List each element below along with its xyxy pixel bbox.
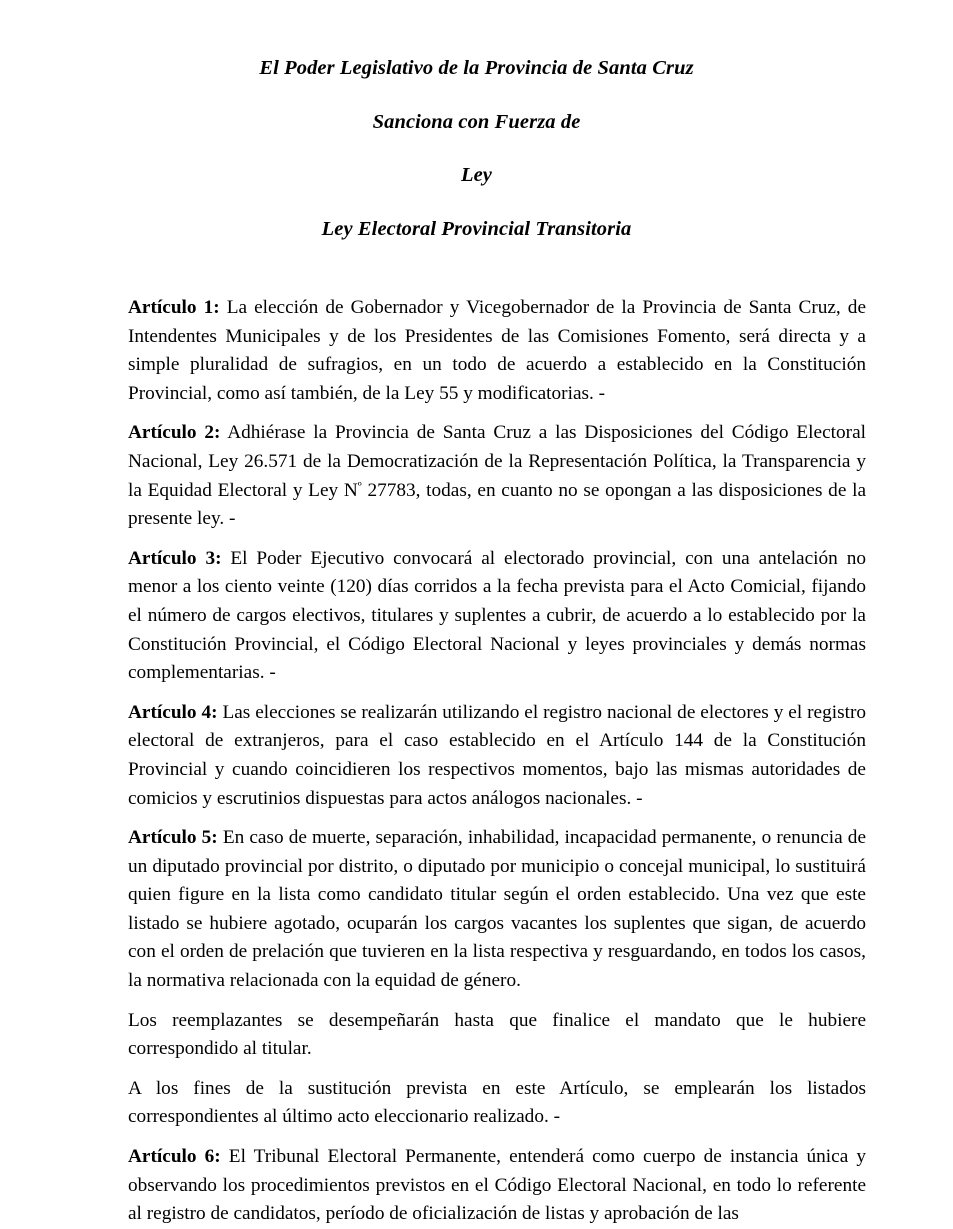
article-body-6: El Tribunal Electoral Permanente, entenderá como cuerpo de instancia única y observando los procedimientos previstos en el Código Electoral Nacional, en todo lo referente al registro de candidatos, período de oficialización de listas y aprobación de las: [128, 1146, 866, 1225]
article-label-1: Artículo 1:: [128, 297, 220, 318]
article-label-2: Artículo 2:: [128, 422, 221, 444]
article-paragraph-1: [128, 294, 866, 408]
article-paragraph-4: [128, 699, 866, 813]
article-body-2-part-a: Adhiérase la Provincia de Santa Cruz a las Disposiciones del Código Electoral Nacional, Ley 26.571 de la Democratización de la Representación Política, la Transparencia y la Equidad Electoral y Ley N: [128, 422, 866, 501]
document-body: [0, 294, 953, 1229]
article-body-1: La elección de Gobernador y Vicegobernador de la Provincia de Santa Cruz, de Intendentes Municipales y de los Presidentes de las Comisiones Fomento, será directa y a simple pluralidad de sufragios, en un todo de acuerdo a establecido en la Constitución Provincial, como así también, de la Ley 55 y modificatorias. -: [128, 297, 867, 404]
article-label-4: Artículo 4:: [128, 701, 218, 723]
article-label-3: Artículo 3:: [128, 547, 222, 569]
continuation-paragraph-1: Los reemplazantes se desempeñarán hasta que finalice el mandato que le hubiere correspondido al titular.: [128, 1009, 866, 1060]
continuation-paragraph-2: A los fines de la sustitución prevista en este Artículo, se emplearán los listados correspondientes al último acto eleccionario realizado. -: [128, 1077, 866, 1128]
article-paragraph-3: [128, 545, 866, 688]
article-body-2-part-b: 27783, todas, en cuanto no se opongan a las disposiciones de la presente ley. -: [128, 479, 866, 530]
article-body-4: Las elecciones se realizarán utilizando el registro nacional de electores y el registro electoral de extranjeros, para el caso establecido en el Artículo 144 de la Constitución Provincial y cuando coincidieren los respectivos momentos, bajo las mismas autoridades de comicios y escrutinios dispuestas para actos análogos nacionales. -: [128, 701, 867, 809]
heading-law-word: Ley: [460, 164, 493, 186]
ordinal-indicator-icon: º: [357, 478, 362, 493]
article-paragraph-2: [128, 419, 866, 533]
article-body-3: El Poder Ejecutivo convocará al electorado provincial, con una antelación no menor a los ciento veinte (120) días corridos a la fecha prevista para el Acto Comicial, fijando el número de cargos electivos, titulares y suplentes a cubrir, de acuerdo a lo establecido por la Constitución Provincial, el Código Electoral Nacional y leyes provinciales y demás normas complementarias. -: [128, 547, 866, 684]
document-heading-block: [0, 0, 953, 239]
heading-legislature: El Poder Legislativo de la Provincia de Santa Cruz: [259, 57, 694, 79]
heading-enactment-formula: Sanciona con Fuerza de: [372, 110, 581, 133]
article-paragraph-5: [128, 824, 866, 996]
article-paragraph-6: [128, 1143, 866, 1229]
article-body-5: En caso de muerte, separación, inhabilidad, incapacidad permanente, o renuncia de un diputado provincial por distrito, o diputado por municipio o concejal municipal, lo sustituirá quien figure en la lista como candidato titular según el orden establecido. Una vez que este listado se hubiere agotado, ocuparán los cargos vacantes los suplentes que sigan, de acuerdo con el orden de prelación que tuvieren en la lista respectiva y resguardando, en todos los casos, la normativa relacionada con la equidad de género.: [128, 827, 867, 992]
article-label-5: Artículo 5:: [128, 827, 218, 849]
heading-law-title: Ley Electoral Provincial Transitoria: [321, 217, 632, 240]
article-label-6: Artículo 6:: [128, 1146, 221, 1168]
